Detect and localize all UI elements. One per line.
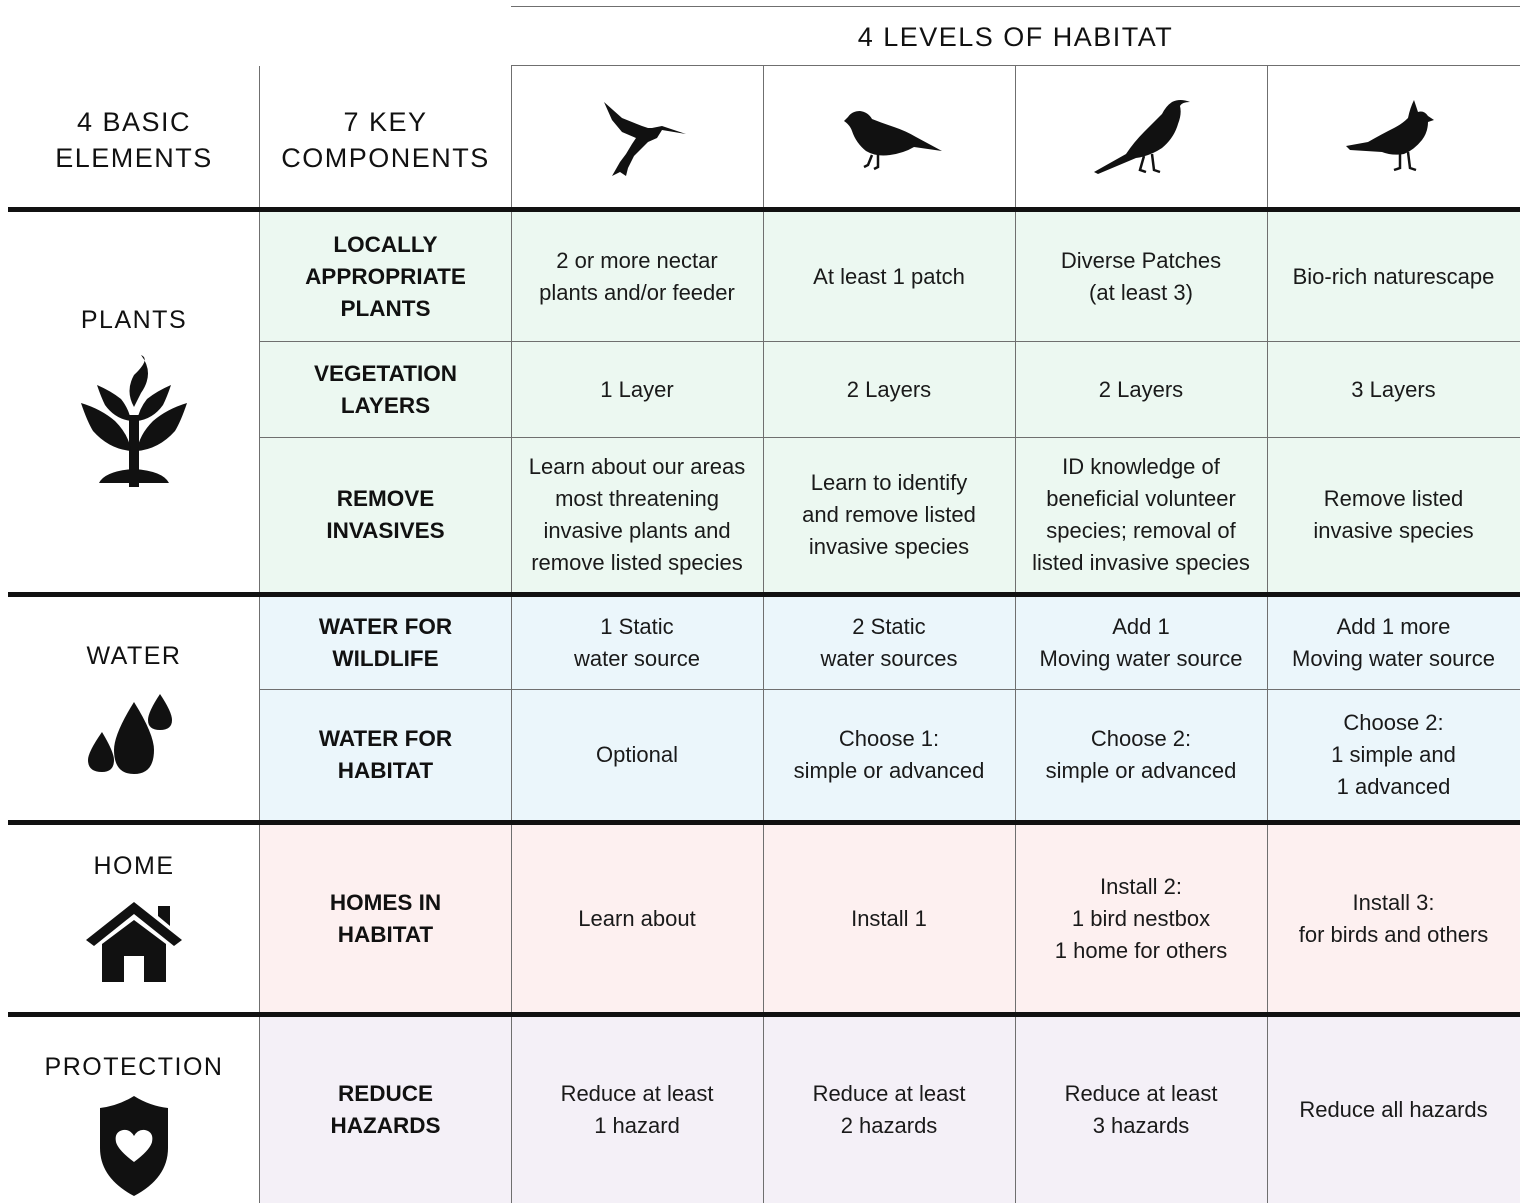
cell-habitat-water-level-3: Choose 2: simple or advanced bbox=[1045, 726, 1237, 783]
cell-plants-level-1: 2 or more nectar plants and/or feeder bbox=[539, 247, 735, 305]
cell-invasives-level-2: Learn to identify and remove listed invasive species bbox=[802, 470, 976, 559]
hummingbird-icon bbox=[511, 66, 763, 207]
shield-heart-icon bbox=[5, 1092, 263, 1198]
component-reduce-hazards: REDUCE HAZARDS bbox=[330, 1081, 441, 1138]
component-locally-appropriate-plants: LOCALLY APPROPRIATE PLANTS bbox=[305, 231, 466, 321]
cell-homes-level-2: Install 1 bbox=[851, 905, 927, 931]
cell-homes-level-3: Install 2: 1 bird nestbox 1 home for others bbox=[1054, 873, 1228, 963]
cell-wildlife-water-level-1: 1 Static water source bbox=[574, 614, 700, 671]
plant-icon bbox=[5, 352, 263, 492]
component-remove-invasives: REMOVE INVASIVES bbox=[326, 486, 445, 543]
cell-layers-level-4: 3 Layers bbox=[1351, 376, 1436, 402]
elements-title: 4 BASIC ELEMENTS bbox=[55, 107, 213, 173]
cell-homes-level-1: Learn about bbox=[578, 905, 696, 931]
water-drops-icon bbox=[5, 686, 263, 786]
cell-wildlife-water-level-4: Add 1 more Moving water source bbox=[1292, 614, 1495, 671]
component-vegetation-layers: VEGETATION LAYERS bbox=[314, 360, 457, 418]
element-label-water: WATER bbox=[86, 642, 182, 670]
cell-layers-level-1: 1 Layer bbox=[600, 376, 674, 402]
cell-homes-level-4: Install 3: for birds and others bbox=[1298, 889, 1489, 947]
cell-layers-level-3: 2 Layers bbox=[1098, 376, 1184, 402]
component-water-for-habitat: WATER FOR HABITAT bbox=[318, 726, 453, 783]
cell-plants-level-2: At least 1 patch bbox=[813, 263, 965, 289]
component-homes-in-habitat: HOMES IN HABITAT bbox=[329, 889, 442, 947]
cell-hazards-level-1: Reduce at least 1 hazard bbox=[560, 1081, 714, 1138]
element-label-plants: PLANTS bbox=[80, 306, 188, 334]
sparrow-icon bbox=[763, 66, 1015, 207]
element-label-home: HOME bbox=[93, 852, 175, 880]
element-label-protection: PROTECTION bbox=[44, 1053, 224, 1081]
cell-habitat-water-level-4: Choose 2: 1 simple and 1 advanced bbox=[1331, 710, 1456, 799]
levels-title: 4 LEVELS OF HABITAT bbox=[857, 22, 1174, 52]
thrasher-icon bbox=[1015, 66, 1267, 207]
cell-hazards-level-2: Reduce at least 2 hazards bbox=[812, 1081, 966, 1138]
cell-wildlife-water-level-3: Add 1 Moving water source bbox=[1039, 614, 1243, 671]
cell-hazards-level-4: Reduce all hazards bbox=[1299, 1097, 1488, 1122]
cell-layers-level-2: 2 Layers bbox=[846, 376, 932, 402]
component-water-for-wildlife: WATER FOR WILDLIFE bbox=[318, 614, 453, 671]
components-title: 7 KEY COMPONENTS bbox=[281, 107, 490, 173]
cardinal-icon bbox=[1267, 66, 1519, 207]
cell-habitat-water-level-1: Optional bbox=[596, 742, 678, 767]
cell-habitat-water-level-2: Choose 1: simple or advanced bbox=[793, 726, 985, 783]
cell-wildlife-water-level-2: 2 Static water sources bbox=[820, 614, 958, 671]
house-icon bbox=[5, 896, 263, 986]
cell-hazards-level-3: Reduce at least 3 hazards bbox=[1064, 1081, 1218, 1138]
cell-plants-level-4: Bio-rich naturescape bbox=[1292, 263, 1495, 289]
cell-invasives-level-1: Learn about our areas most threatening invasive plants and remove listed species bbox=[528, 454, 746, 575]
cell-invasives-level-3: ID knowledge of beneficial volunteer species; removal of listed invasive species bbox=[1032, 454, 1250, 575]
cell-plants-level-3: Diverse Patches (at least 3) bbox=[1060, 247, 1222, 305]
top-rule bbox=[511, 6, 1520, 7]
cell-invasives-level-4: Remove listed invasive species bbox=[1313, 486, 1474, 543]
